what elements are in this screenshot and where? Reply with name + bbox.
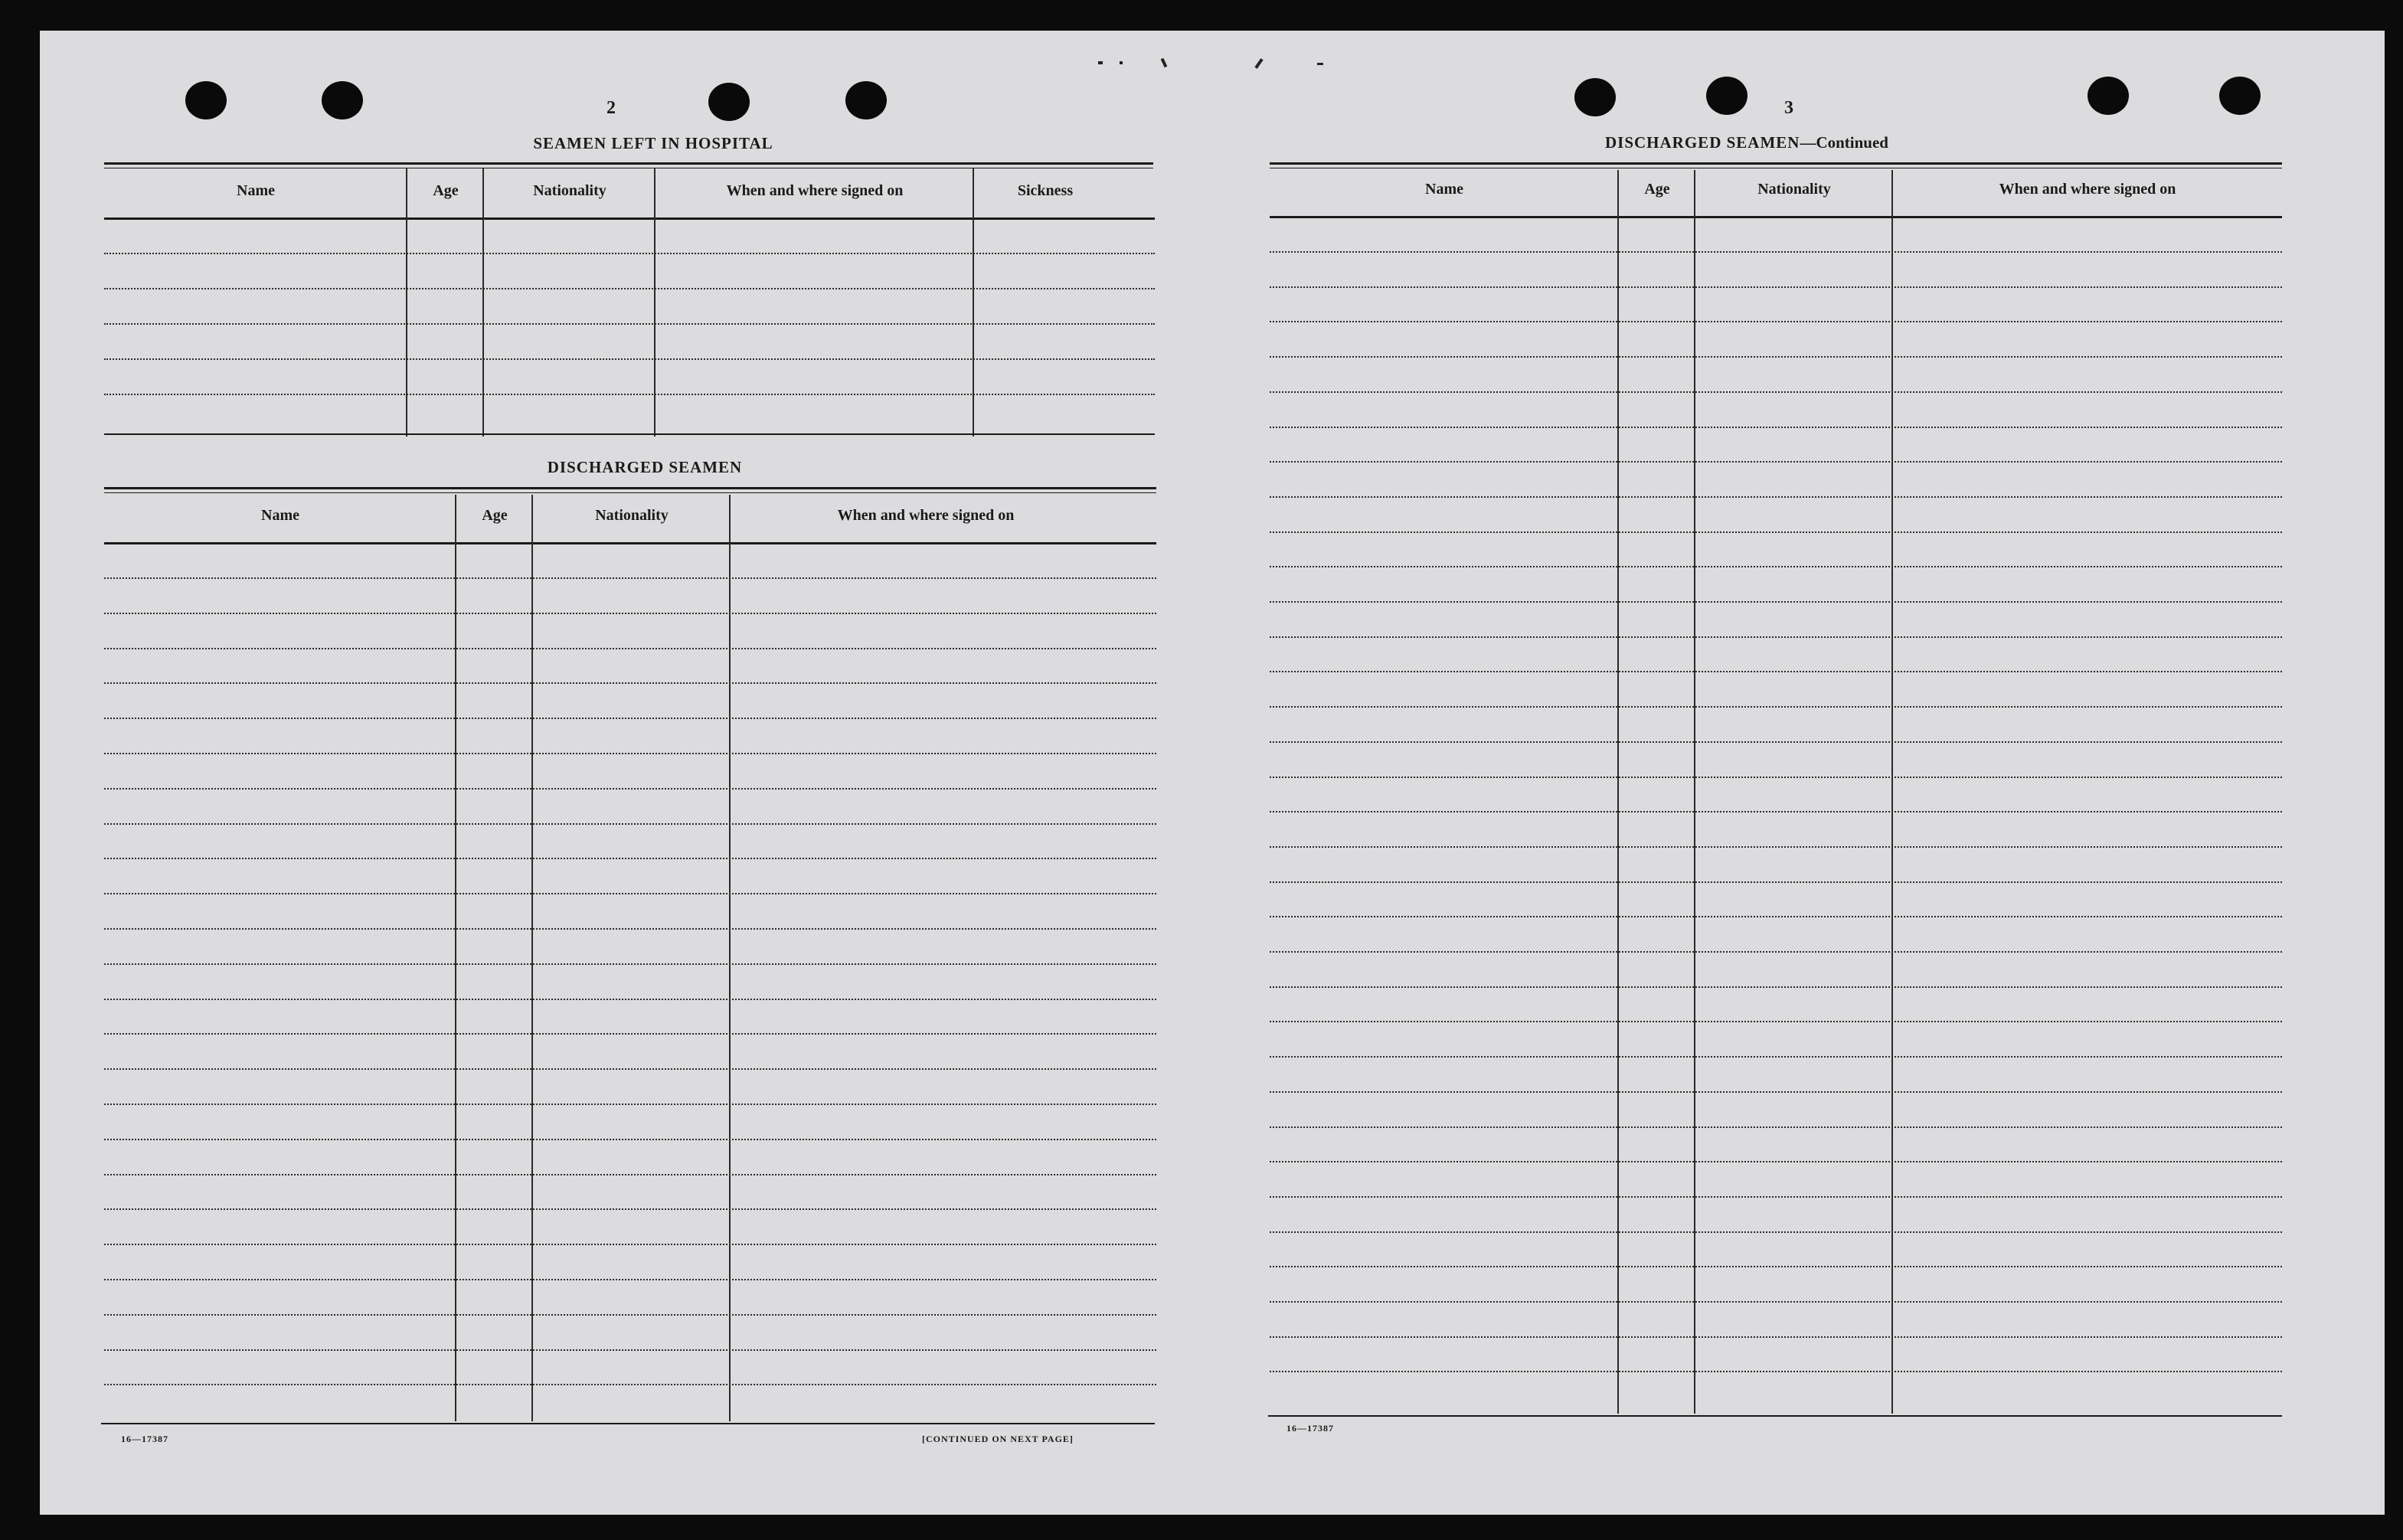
continued-col-age: Age	[1644, 181, 1670, 198]
ruled-line	[1270, 706, 2282, 708]
ruled-line	[1270, 391, 2282, 393]
continued-note: [CONTINUED ON NEXT PAGE]	[922, 1434, 1074, 1444]
ink-speck	[1317, 63, 1323, 65]
ruled-line	[104, 858, 1156, 859]
ruled-line	[1270, 601, 2282, 603]
hospital-table-bottom-rule	[104, 433, 1155, 435]
discharged-col-divider	[455, 495, 456, 1421]
hospital-col-divider	[406, 168, 407, 436]
ruled-line	[104, 1139, 1156, 1140]
ruled-line	[1270, 777, 2282, 778]
continued-col-signed-on: When and where signed on	[1999, 181, 2176, 198]
ruled-line	[1270, 1336, 2282, 1338]
ruled-line	[1270, 916, 2282, 917]
ruled-line	[1270, 741, 2282, 743]
continued-col-nationality: Nationality	[1757, 181, 1831, 198]
ruled-line	[1270, 427, 2282, 428]
ruled-line	[104, 577, 1156, 579]
ruled-line	[104, 1208, 1156, 1210]
ruled-line	[104, 323, 1155, 325]
ruled-line	[104, 788, 1156, 790]
ink-speck	[1098, 61, 1103, 64]
ruled-line	[1270, 1231, 2282, 1233]
page-number-left: 2	[606, 98, 616, 118]
continued-table-bottom-rule	[1268, 1415, 2282, 1417]
discharged-continued-suffix: —Continued	[1800, 133, 1888, 152]
ruled-line	[1270, 1266, 2282, 1267]
discharged-col-divider	[531, 495, 533, 1421]
punch-hole	[1574, 78, 1616, 116]
ruled-line	[1270, 1301, 2282, 1303]
discharged-col-signed-on: When and where signed on	[837, 507, 1015, 524]
discharged-header-rule	[104, 542, 1156, 544]
ruled-line	[104, 718, 1156, 719]
ruled-line	[1270, 356, 2282, 358]
ruled-line	[104, 1244, 1156, 1245]
punch-hole	[322, 81, 363, 119]
ruled-line	[104, 1349, 1156, 1351]
ruled-line	[1270, 986, 2282, 988]
ruled-line	[104, 823, 1156, 825]
ruled-line	[104, 288, 1155, 289]
hospital-col-signed-on: When and where signed on	[726, 182, 904, 199]
ruled-line	[1270, 251, 2282, 253]
ruled-line	[104, 1104, 1156, 1105]
form-number-left: 16—17387	[121, 1434, 168, 1444]
ruled-line	[1270, 951, 2282, 953]
ruled-line	[104, 1314, 1156, 1316]
ruled-line	[1270, 1056, 2282, 1058]
discharged-table-top-rule	[104, 487, 1156, 493]
ruled-line	[104, 999, 1156, 1000]
ruled-line	[1270, 846, 2282, 848]
punch-hole	[845, 81, 887, 119]
punch-hole	[2088, 77, 2129, 115]
form-number-right: 16—17387	[1287, 1423, 1334, 1434]
ruled-line	[1270, 531, 2282, 533]
ruled-line	[1270, 881, 2282, 883]
ruled-line	[104, 358, 1155, 360]
ruled-line	[104, 613, 1156, 614]
ruled-line	[104, 648, 1156, 649]
ruled-line	[1270, 461, 2282, 463]
ruled-line	[1270, 286, 2282, 288]
hospital-col-age: Age	[433, 182, 459, 199]
hospital-col-divider	[482, 168, 484, 436]
punch-hole	[1706, 77, 1747, 115]
discharged-continued-title-main: DISCHARGED SEAMEN	[1605, 133, 1800, 152]
ink-speck	[1161, 58, 1168, 68]
punch-hole	[185, 81, 227, 119]
ruled-line	[104, 1068, 1156, 1070]
ruled-line	[1270, 811, 2282, 813]
hospital-table-top-rule	[104, 162, 1153, 168]
ruled-line	[1270, 1371, 2282, 1372]
discharged-col-divider	[729, 495, 731, 1421]
discharged-continued-title	[1528, 133, 1965, 152]
ruled-line	[104, 928, 1156, 930]
discharged-table-bottom-rule	[101, 1423, 1155, 1424]
discharged-col-age: Age	[482, 507, 508, 524]
ink-speck	[1120, 61, 1123, 64]
hospital-col-sickness: Sickness	[1017, 182, 1074, 199]
ruled-line	[1270, 321, 2282, 322]
hospital-col-nationality: Nationality	[533, 182, 606, 199]
ruled-line	[1270, 1021, 2282, 1022]
ruled-line	[1270, 1091, 2282, 1093]
discharged-section-title: DISCHARGED SEAMEN	[547, 458, 743, 476]
discharged-col-name: Name	[261, 507, 299, 524]
ruled-line	[104, 753, 1156, 754]
ruled-line	[1270, 566, 2282, 567]
discharged-col-nationality: Nationality	[595, 507, 669, 524]
ruled-line	[104, 1384, 1156, 1385]
ruled-line	[1270, 496, 2282, 498]
ruled-line	[1270, 1196, 2282, 1198]
ruled-line	[104, 1174, 1156, 1175]
hospital-col-name: Name	[237, 182, 275, 199]
hospital-col-divider	[973, 168, 974, 436]
hospital-header-rule	[104, 217, 1155, 220]
document-sheet	[40, 31, 2385, 1515]
hospital-section-title: SEAMEN LEFT IN HOSPITAL	[533, 134, 773, 152]
ruled-line	[1270, 1126, 2282, 1128]
punch-hole	[2219, 77, 2261, 115]
ruled-line	[1270, 1161, 2282, 1162]
ruled-line	[104, 893, 1156, 894]
ruled-line	[104, 682, 1156, 684]
continued-table-top-rule	[1270, 162, 2282, 168]
ruled-line	[1270, 671, 2282, 672]
continued-col-name: Name	[1425, 181, 1463, 198]
ruled-line	[104, 394, 1155, 395]
page-number-right: 3	[1784, 98, 1793, 118]
ruled-line	[104, 1033, 1156, 1035]
ruled-line	[104, 253, 1155, 254]
punch-hole	[708, 83, 750, 121]
hospital-col-divider	[654, 168, 656, 436]
ruled-line	[1270, 636, 2282, 638]
ruled-line	[104, 963, 1156, 965]
ruled-line	[104, 1279, 1156, 1280]
ink-speck	[1254, 58, 1263, 69]
continued-header-rule	[1270, 216, 2282, 218]
